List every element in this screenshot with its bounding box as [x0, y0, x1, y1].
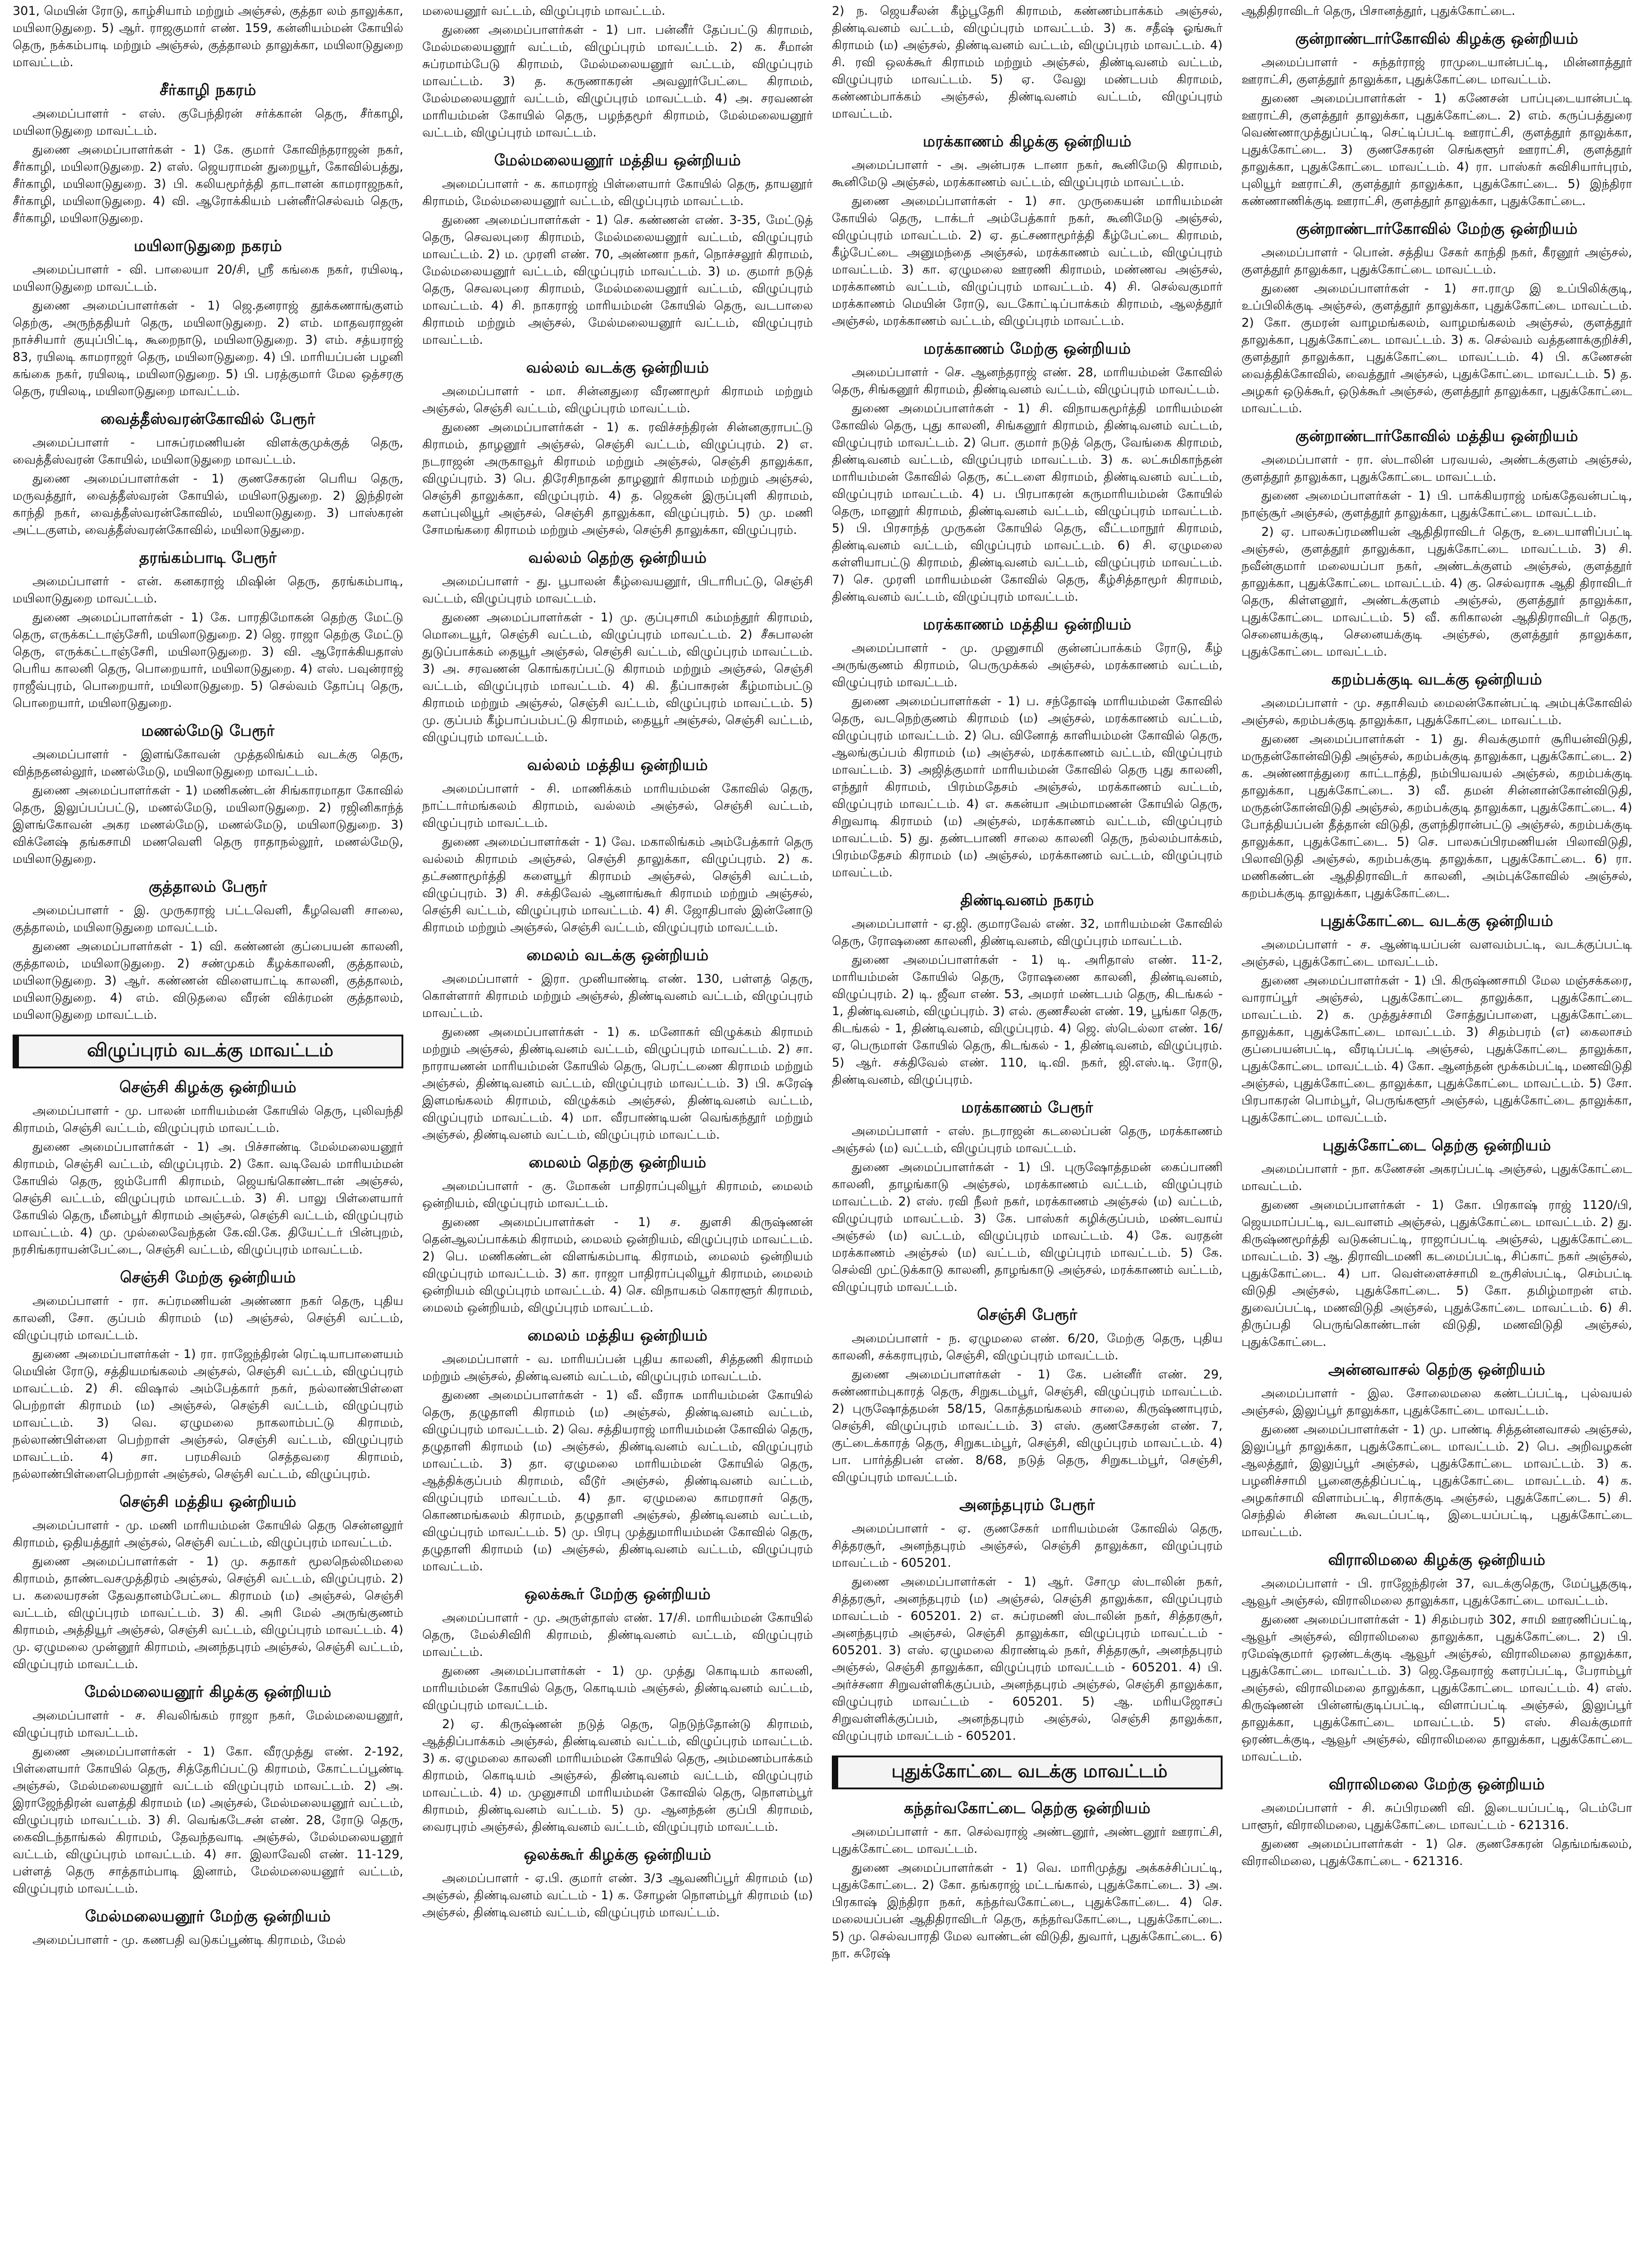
- member-paragraph: துணை அமைப்பாளர்கள் - 1) குணசேகரன் பெரிய தெரு, மருவத்தூர், வைத்தீஸ்வரன் கோயில், மயிலாடுதுறை. 2) இந்திரன் காந்தி நகர், வைத்தீஸ்வரன்கோவில், மயிலாடுதுறை. 3) பாஸ்கரன் அட்டகுளம், வைத்தீஸ்வரன்கோவில், மயிலாடுதுறை.: [13, 472, 403, 537]
- section-heading: குன்றாண்டார்கோவில் மேற்கு ஒன்றியம்: [1296, 220, 1578, 238]
- member-paragraph: துணை அமைப்பாளர்கள் - 1) கோ. பிரகாஷ் ராஜ் 1120/பி, ஜெயமாப்பட்டி, வடவாளம் அஞ்சல், புதுக்கோட்டை மாவட்டம். 2) து. கிருஷ்ணமூர்த்தி வடுகன்பட்டி, ராஜாப்பட்டி அஞ்சல், புதுக்கோட்டை மாவட்டம். 3) ஆ. திராவிடமணி கடமைப்பட்டி, சிப்காட் நகர் அஞ்சல், புதுக்கோட்டை. 4) பா. வெள்ளைச்சாமி உருசிஸ்பட்டி, செம்பட்டி விடுதி அஞ்சல், புதுக்கோட்டை. 5) கோ. தமிழ்மாறன் எம். துவைப்பட்டி, மணவிடுதி அஞ்சல், புதுக்கோட்டை மாவட்டம். 6) சி. திருப்பதி பெருங்கொண்டான் விடுதி, மணவிடுதி அஞ்சல், புதுக்கோட்டை.: [1241, 1198, 1632, 1349]
- section-heading: கந்தர்வகோட்டை தெற்கு ஒன்றியம்: [904, 1799, 1151, 1817]
- section-heading: மேல்மலையனூர் கிழக்கு ஒன்றியம்: [84, 1683, 332, 1701]
- member-paragraph: துணை அமைப்பாளர்கள் - 1) க. மனோகர் விழுக்கம் கிராமம் மற்றும் அஞ்சல், திண்டிவனம் வட்டம், விழுப்புரம் மாவட்டம். 2) சா. நாராயணன் மாரியம்மன் கோயில் தெரு, பெரட்டணை கிராமம் மற்றும் அஞ்சல், திண்டிவனம் வட்டம், விழுப்புரம் மாவட்டம். 3) பி. சுரேஷ் இளமங்கலம் கிராமம், விழுக்கம் அஞ்சல், திண்டிவனம் வட்டம், விழுப்புரம் மாவட்டம். 4) மா. வீரபாண்டியன் வெங்கந்தூர் மற்றும் அஞ்சல், திண்டிவனம் வட்டம், விழுப்புரம் மாவட்டம்.: [422, 1025, 813, 1142]
- section-heading: மரக்காணம் பேரூர்: [961, 1099, 1093, 1117]
- member-paragraph: அமைப்பாளர் - ந. ஏழுமலை எண். 6/20, மேற்கு தெரு, புதிய காலனி, சக்கராபுரம், செஞ்சி, விழுப்புரம் மாவட்டம்.: [832, 1332, 1223, 1363]
- member-paragraph: துணை அமைப்பாளர்கள் - 1) பி. கிருஷ்ணசாமி மேல மஞ்சக்கரை, வாராப்பூர் அஞ்சல், புதுக்கோட்டை தாலுக்கா, புதுக்கோட்டை மாவட்டம். 2) க. முத்துச்சாமி சோத்துப்பாளை, புதுக்கோட்டை தாலுக்கா, புதுக்கோட்டை மாவட்டம். 3) சிதம்பரம் (எ) கைலாசம் குப்பையன்பட்டி, வீரடிப்பட்டி அஞ்சல், புதுக்கோட்டை தாலுக்கா, புதுக்கோட்டை மாவட்டம். 4) கோ. ஆனந்தன் மூக்கம்பட்டி, மணவிடுதி அஞ்சல், புதுக்கோட்டை தாலுக்கா, புதுக்கோட்டை மாவட்டம். 5) சோ. பிரபாகரன் பொம்பூர், பெருங்களூர் அஞ்சல், புதுக்கோட்டை தாலுக்கா, புதுக்கோட்டை மாவட்டம்.: [1241, 974, 1632, 1125]
- district-banner: விழுப்புரம் வடக்கு மாவட்டம்: [13, 1035, 403, 1068]
- member-paragraph: அமைப்பாளர் - து. பூபாலன் கீழ்வையனூர், பிடாரிபட்டு, செஞ்சி வட்டம், விழுப்புரம் மாவட்டம்.: [422, 575, 813, 606]
- member-paragraph: அமைப்பாளர் - நா. கணேசன் அகரப்பட்டி அஞ்சல், புதுக்கோட்டை மாவட்டம்.: [1241, 1162, 1632, 1193]
- member-paragraph: துணை அமைப்பாளர்கள் - 1) அ. பிச்சாண்டி மேல்மலையனூர் கிராமம், செஞ்சி வட்டம், விழுப்புரம். 2) கோ. வடிவேல் மாரியம்மன் கோயில் தெரு, ஜம்போரி கிராமம், ஜெயங்கொண்டான் அஞ்சல், செஞ்சி வட்டம், விழுப்புரம் மாவட்டம். 3) சி. பாலு பிள்ளையார் கோயில் தெரு, மீனம்பூர் கிராமம் அஞ்சல், செஞ்சி வட்டம், விழுப்புரம் மாவட்டம். 4) மு. முல்லைவேந்தன் கே.வி.கே. தியேட்டர் பின்புறம், நரசிங்கராயன்பேட்டை, செஞ்சி வட்டம், விழுப்புரம் மாவட்டம்.: [13, 1140, 403, 1257]
- member-paragraph: அமைப்பாளர் - இரா. முனியாண்டி எண். 130, பள்ளத் தெரு, கொள்ளார் கிராமம் மற்றும் அஞ்சல், திண்டிவனம் வட்டம், விழுப்புரம் மாவட்டம்.: [422, 972, 813, 1020]
- column-1: [6, 3, 410, 2253]
- member-paragraph: அமைப்பாளர் - மு. மணி மாரியம்மன் கோயில் தெரு சென்னலூர் கிராமம், ஒதியத்தூர் அஞ்சல், செஞ்சி வட்டம், விழுப்புரம் மாவட்டம்.: [13, 1519, 403, 1550]
- member-paragraph: துணை அமைப்பாளர்கள் - 1) கோ. வீரமுத்து எண். 2-192, பிள்ளையார் கோயில் தெரு, சித்தேரிப்பட்டு கிராமம், கோட்டப்பூண்டி அஞ்சல், மேல்மலையனூர் வட்டம் விழுப்புரம் மாவட்டம். 2) அ. இராஜேந்திரன் வளத்தி கிராமம் (ம) அஞ்சல், மேல்மலையனூர் வட்டம், விழுப்புரம் மாவட்டம். 3) சி. வெங்கடேசன் எண். 28, ரோடு தெரு, கைவிடந்தாங்கல் கிராமம், தேவந்தவாடி அஞ்சல், மேல்மலையனூர் வட்டம், விழுப்புரம் மாவட்டம். 4) சா. இலாவேலி எண். 11-129, பள்ளத் தெரு சாத்தாம்பாடி இனாம், மேல்மலையனூர் வட்டம், விழுப்புரம் மாவட்டம்.: [13, 1745, 403, 1896]
- member-paragraph: துணை அமைப்பாளர்கள் - 1) சி. விநாயகமூர்த்தி மாரியம்மன் கோவில் தெரு, புது காலனி, சிங்கனூர் கிராமம், திண்டிவனம் வட்டம், விழுப்புரம் மாவட்டம். 2) பொ. குமார் நடுத் தெரு, வேங்கை கிராமம், திண்டிவனம் வட்டம், விழுப்புரம் மாவட்டம். 3) க. லட்சுமிகாந்தன் மாரியம்மன் கோவில் தெரு, கட்டளை கிராமம், திண்டிவனம் வட்டம், விழுப்புரம் மாவட்டம். 4) ப. பிரபாகரன் கருமாரியம்மன் கோயில் தெரு, மானூர் கிராமம், திண்டிவனம் வட்டம், விழுப்புரம் மாவட்டம். 5) பி. பிரசாந்த் முருகன் கோயில் தெரு, வீட்டமாநூர் கிராமம், திண்டிவனம் வட்டம், விழுப்புரம் மாவட்டம். 6) சி. ஏழுமலை கள்ளியாபட்டு கிராமம், திண்டிவனம் வட்டம், விழுப்புரம் மாவட்டம். 7) செ. முரளி மாரியம்மன் கோவில் தெரு, கீழ்சித்தாமூர் கிராமம், திண்டிவனம் வட்டம், விழுப்புரம் மாவட்டம்.: [832, 401, 1223, 604]
- member-paragraph: அமைப்பாளர் - ரா. ஸ்டாலின் பரவயல், அண்டக்குளம் அஞ்சல், குளத்தூர் தாலுக்கா, புதுக்கோட்டை மாவட்டம்.: [1241, 453, 1632, 484]
- member-paragraph: துணை அமைப்பாளர்கள் - 1) ஆர். சோமு ஸ்டாலின் நகர், சித்தரசூர், அனந்தபுரம் (ம) அஞ்சல், செஞ்சி தாலுக்கா, விழுப்புரம் மாவட்டம் - 605201. 2) எ. சுப்ரமணி ஸ்டாலின் நகர், சித்தரசூர், அனந்தபுரம் அஞ்சல், செஞ்சி தாலுக்கா, விழுப்புரம் மாவட்டம் - 605201. 3) எஸ். ஏழுமலை கிராண்டில் நகர், சித்தரசூர், அனந்தபுரம் அஞ்சல், செஞ்சி தாலுக்கா, விழுப்புரம் மாவட்டம் - 605201. 4) பி. அர்ச்சனா சிறுவள்ளிக்குப்பம், அனந்தபுரம் அஞ்சல், செஞ்சி தாலுக்கா, விழுப்புரம் மாவட்டம் - 605201. 5) ஆ. மரியஜோசப் சிறுவள்ளிக்குப்பம், அனந்தபுரம் அஞ்சல், செஞ்சி தாலுக்கா, விழுப்புரம் மாவட்டம் - 605201.: [832, 1575, 1223, 1743]
- section-heading: கறம்பக்குடி வடக்கு ஒன்றியம்: [1331, 670, 1542, 689]
- member-paragraph: துணை அமைப்பாளர்கள் - 1) வே. மகாலிங்கம் அம்பேத்கார் தெரு வல்லம் கிராமம் அஞ்சல், செஞ்சி தாலுக்கா, விழுப்புரம். 2) க. தட்சணாமூர்த்தி களையூர் கிராமம் அஞ்சல், செஞ்சி வட்டம், விழுப்புரம். 3) சி. சக்திவேல் ஆனாங்கூர் கிராமம் மற்றும் அஞ்சல், செஞ்சி வட்டம், விழுப்புரம் மாவட்டம். 4) சி. ஜோதிபாஸ் இன்னோடு கிராமம் மற்றும் அஞ்சல், செஞ்சி வட்டம், விழுப்புரம் மாவட்டம்.: [422, 835, 813, 935]
- column-3: [826, 3, 1229, 2253]
- section-heading: செஞ்சி பேரூர்: [977, 1306, 1077, 1324]
- member-paragraph: அமைப்பாளர் - மு. முனுசாமி குன்னப்பாக்கம் ரோடு, கீழ் அருங்குணம் கிராமம், பெருமுக்கல் அஞ்சல், மரக்காணம் வட்டம், விழுப்புரம் மாவட்டம்.: [832, 641, 1223, 689]
- member-paragraph: துணை அமைப்பாளர்கள் - 1) செ. கண்ணன் எண். 3-35, மேட்டுத் தெரு, செவலபுரை கிராமம், மேல்மலையனூர் வட்டம், விழுப்புரம் மாவட்டம். 2) ம. முரளி எண். 70, அண்ணா நகர், நொச்சலூர் கிராமம், மேல்மலையனூர் வட்டம், விழுப்புரம் மாவட்டம். 3) ம. குமார் நடுத் தெரு, செவலபுரை கிராமம், மேல்மலையனூர் வட்டம், விழுப்புரம் மாவட்டம். 4) சி. நாகராஜ் மாரியம்மன் கோயில் தெரு, வடபாலை கிராமம் மற்றும் அஞ்சல், மேல்மலையனூர் வட்டம், விழுப்புரம் மாவட்டம்.: [422, 213, 813, 347]
- member-paragraph: அமைப்பாளர் - வி. பாலையா 20/சி, ஸ்ரீ கங்கை நகர், ரயிலடி, மயிலாடுதுறை மாவட்டம்.: [13, 263, 403, 294]
- section-heading: விராலிமலை மேற்கு ஒன்றியம்: [1328, 1775, 1545, 1793]
- section-heading: மைலம் வடக்கு ஒன்றியம்: [526, 946, 709, 964]
- member-paragraph: அமைப்பாளர் - ரா. சுப்ரமணியன் அண்ணா நகர் தெரு, புதிய காலனி, சோ. குப்பம் கிராமம் (ம) அஞ்சல், செஞ்சி வட்டம், விழுப்புரம் மாவட்டம்.: [13, 1294, 403, 1342]
- member-paragraph: துணை அமைப்பாளர்கள் - 1) கே. குமார் கோவிந்தராஜன் நகர், சீர்காழி, மயிலாடுதுறை. 2) எஸ். ஜெயராமன் துறையூர், கோவில்பத்து, சீர்காழி, மயிலாடுதுறை. 3) பி. கலியமூர்த்தி தாடாளன் காமராஜநகர், சீர்காழி, மயிலாடுதுறை. 4) வி. ஆரோக்கியம் பன்னீர்செல்வம் தெரு, சீர்காழி, மயிலாடுதுறை.: [13, 143, 403, 225]
- section-heading: மரக்காணம் கிழக்கு ஒன்றியம்: [922, 132, 1132, 151]
- section-heading: குன்றாண்டார்கோவில் மத்திய ஒன்றியம்: [1295, 427, 1579, 445]
- section-heading: விராலிமலை கிழக்கு ஒன்றியம்: [1328, 1551, 1546, 1569]
- member-paragraph: மலையனூர் வட்டம், விழுப்புரம் மாவட்டம்.: [422, 4, 666, 18]
- section-heading: மணல்மேடு பேரூர்: [141, 722, 275, 740]
- member-paragraph: அமைப்பாளர் - இ. முருகராஜ் பட்டவெளி, கீழவெளி சாலை, குத்தாலம், மயிலாடுதுறை மாவட்டம்.: [13, 903, 403, 935]
- member-paragraph: துணை அமைப்பாளர்கள் - 1) மணிகண்டன் சிங்காரமாதா கோவில் தெரு, இலுப்பப்பட்டு, மணல்மேடு, மயிலாடுதுறை. 2) ரஜினிகாந்த் இளங்கோவன் அகர மணல்மேடு, மணல்மேடு, மயிலாடுதுறை. 3) விக்னேஷ் தங்கசாமி மணவெளி தெரு ராதாநல்லூர், மணல்மேடு, மயிலாடுதுறை.: [13, 784, 403, 866]
- member-paragraph: அமைப்பாளர் - பி. ராஜேந்திரன் 37, வடக்குதெரு, மேப்பூதகுடி, ஆவூர் அஞ்சல், விராலிமலை தாலுக்கா, புதுக்கோட்டை மாவட்டம்.: [1241, 1577, 1632, 1608]
- member-paragraph: துணை அமைப்பாளர்கள் - 1) பி. புருஷோத்தமன் கைப்பாணி காலனி, தாழங்காடு அஞ்சல், மரக்காணம் வட்டம், விழுப்புரம் மாவட்டம். 2) எஸ். ரவி நீலர் நகர், மரக்காணம் அஞ்சல் (ம) வட்டம், விழுப்புரம் மாவட்டம். 3) கே. பாஸ்கர் கழிக்குப்பம், மண்டவாய் அஞ்சல் (ம) வட்டம், விழுப்புரம் மாவட்டம். 4) கே. வரதன் மரக்காணம் அஞ்சல் (ம) வட்டம், விழுப்புரம் மாவட்டம். 5) கே. செல்வி முட்டுக்காடு காலனி, தாழங்காடு அஞ்சல், மரக்காணம் வட்டம், விழுப்புரம் மாவட்டம்.: [832, 1160, 1223, 1294]
- member-paragraph: துணை அமைப்பாளர்கள் - 1) மு. குப்புசாமி கம்மந்தூர் கிராமம், மொடையூர், செஞ்சி வட்டம், விழுப்புரம் மாவட்டம். 2) சீசுபாலன் துடுப்பாக்கம் தையூர் அஞ்சல், செஞ்சி வட்டம், விழுப்புரம் மாவட்டம். 3) அ. சரவணன் கொங்கரப்பட்டு கிராமம் மற்றும் அஞ்சல், செஞ்சி வட்டம், விழுப்புரம் மாவட்டம். 4) கி. தீப்பாசுரன் கீழ்மாம்பட்டு கிராமம் மற்றும் அஞ்சல், செஞ்சி வட்டம், விழுப்புரம் மாவட்டம். 5) மு. குப்பம் கீழ்பாப்பம்பட்டு கிராமம், தையூர் அஞ்சல், செஞ்சி வட்டம், விழுப்புரம் மாவட்டம்.: [422, 611, 813, 744]
- district-banner: புதுக்கோட்டை வடக்கு மாவட்டம்: [832, 1756, 1223, 1789]
- member-paragraph: ஆதிதிராவிடர் தெரு, பிசானத்தூர், புதுக்கோட்டை.: [1241, 4, 1515, 18]
- section-heading: வைத்தீஸ்வரன்கோவில் பேரூர்: [100, 410, 316, 428]
- section-heading: மைலம் தெற்கு ஒன்றியம்: [529, 1154, 707, 1172]
- section-heading: மயிலாடுதுறை நகரம்: [133, 237, 283, 255]
- member-paragraph: அமைப்பாளர் - என். கனகராஜ் மிஷின் தெரு, தரங்கம்பாடி, மயிலாடுதுறை மாவட்டம்.: [13, 575, 403, 606]
- section-heading: ஒலக்கூர் கிழக்கு ஒன்றியம்: [524, 1846, 712, 1864]
- member-paragraph: அமைப்பாளர் - ச. ஆண்டியப்பன் வளவம்பட்டி, வடக்குப்பட்டி அஞ்சல், புதுக்கோட்டை மாவட்டம்.: [1241, 938, 1632, 969]
- section-heading: குத்தாலம் பேரூர்: [148, 878, 268, 896]
- member-paragraph: அமைப்பாளர் - சுந்தர்ராஜ் ராமுடையான்பட்டி, மின்னாத்தூர் ஊராட்சி, குளத்தூர் தாலுக்கா, புதுக்கோட்டை மாவட்டம்.: [1241, 55, 1632, 87]
- member-paragraph: துணை அமைப்பாளர்கள் - 1) பா. பன்னீர் தேப்பட்டு கிராமம், மேல்மலையனூர் வட்டம், விழுப்புரம் மாவட்டம். 2) க. சீமான் சுப்ரமாம்பேடு கிராமம், மேல்மலையனூர் வட்டம், விழுப்புரம் மாவட்டம். 3) த. கருணாகரன் அவலூர்பேட்டை கிராமம், மேல்மலையனூர் வட்டம், விழுப்புரம் மாவட்டம். 4) அ. சரவணன் மாரியம்மன் கோயில் தெரு, பழந்தமூர் கிராமம், மேல்மலையனூர் வட்டம், விழுப்புரம் மாவட்டம்.: [422, 23, 813, 140]
- member-paragraph: துணை அமைப்பாளர்கள் - 1) ஜெ.தனராஜ் தூக்கணாங்குளம் தெற்கு, அருந்ததியர் தெரு, மயிலாடுதுறை. 2) எம். மாதவராஜன் நாச்சியார் குயுப்பிட்டி, கூறைநாடு, மயிலாடுதுறை. 3) எம். சத்யராஜ் 83, ரயிலடி காமராஜர் தெரு, மயிலாடுதுறை. 4) பி. மாரியப்பன் பழனி கங்கை நகர், ரயிலடி, மயிலாடுதுறை. 5) பி. பரத்குமார் மேல ஒத்சரகு தெரு, ரயிலடி, மயிலாடுதுறை மாவட்டம்.: [13, 299, 403, 398]
- section-heading: தரங்கம்பாடி பேரூர்: [139, 549, 277, 567]
- member-paragraph: அமைப்பாளர் - எஸ். நடராஜன் கடலைப்பன் தெரு, மரக்காணம் அஞ்சல் (ம) வட்டம், விழுப்புரம் மாவட்டம்.: [832, 1124, 1223, 1155]
- member-paragraph: 301, மெயின் ரோடு, காழ்சியாம் மற்றும் அஞ்சல், குத்தா லம் தாலுக்கா, மயிலாடுதுறை. 5) ஆர். ராஜகுமார் எண். 159, கன்னியம்மன் கோயில் தெரு, நக்கம்பாடி மற்றும் அஞ்சல், குத்தாலம் தாலுக்கா, மயிலாடுதுறை மாவட்டம்.: [13, 4, 403, 69]
- member-paragraph: துணை அமைப்பாளர்கள் - 1) செ. குணசேகரன் தெங்மங்கலம், விராலிமலை, புதுக்கோட்டை - 621316.: [1241, 1837, 1632, 1868]
- section-heading: புதுக்கோட்டை வடக்கு ஒன்றியம்: [1320, 912, 1554, 930]
- member-paragraph: அமைப்பாளர் - மு. சதாசிவம் மைலன்கோன்பட்டி அம்புக்கோவில் அஞ்சல், கறம்பக்குடி தாலுக்கா, புதுக்கோட்டை மாவட்டம்.: [1241, 696, 1632, 727]
- member-paragraph: அமைப்பாளர் - மா. சின்னதுரை வீரணாமூர் கிராமம் மற்றும் அஞ்சல், செஞ்சி வட்டம், விழுப்புரம் மாவட்டம்.: [422, 384, 813, 415]
- member-paragraph: துணை அமைப்பாளர்கள் - 1) வி. கண்ணன் குப்பையன் காலனி, குத்தாலம், மயிலாடுதுறை. 2) சண்முகம் கீழக்காலனி, குத்தாலம், மயிலாடுதுறை. 3) ஆர். கண்ணன் விளையாட்டி காலனி, குத்தாலம், மயிலாடுதுறை. 4) எம். விடுதலை வீரன் விக்ரமன் குத்தாலம், மயிலாடுதுறை மாவட்டம்.: [13, 940, 403, 1022]
- member-paragraph: துணை அமைப்பாளர்கள் - 1) க. ரவிச்சந்திரன் சின்னகுராபட்டு கிராமம், தாழனூர் அஞ்சல், செஞ்சி வட்டம், விழுப்புரம். 2) எ. நடராஜன் அருகாவூர் கிராமம் மற்றும் அஞ்சல், செஞ்சி தாலுக்கா, விழுப்புரம். 3) பெ. திரேசிநாதன் தாழனூர் கிராமம் மற்றும் அஞ்சல், செஞ்சி தாலுக்கா, விழுப்புரம். 4) த. ஜெகன் இருப்புளி கிராமம், களப்புலியூர் அஞ்சல், செஞ்சி தாலுக்கா, விழுப்புரம். 5) மு. மணி சோமங்கரை கிராமம் மற்றும் அஞ்சல், செஞ்சி தாலுக்கா, விழுப்புரம்.: [422, 420, 813, 537]
- member-paragraph: துணை அமைப்பாளர்கள் - 1) கணேசன் பாப்புடையான்பட்டி ஊராட்சி, குளத்தூர் தாலுக்கா, புதுக்கோட்டை. 2) எம். கருப்பத்துரை வெண்ணாமுத்துப்பட்டி, செட்டிப்பட்டி ஊராட்சி, குளத்தூர் தாலுக்கா, புதுக்கோட்டை. 3) குணசேகரன் செங்களூர் ஊராட்சி, குளத்தூர் தாலுக்கா, புதுக்கோட்டை மாவட்டம். 4) ரா. பாஸ்கர் சுவிசியார்புரம், புலியூர் ஊராட்சி, குளத்தூர் தாலுக்கா, புதுக்கோட்டை. 5) இந்திரா கண்ணாணிக்குடி ஊராட்சி, குளத்தூர் தாலுக்கா, புதுக்கோட்டை.: [1241, 91, 1632, 208]
- section-heading: வல்லம் மத்திய ஒன்றியம்: [527, 756, 708, 774]
- section-heading: அனந்தபுரம் பேரூர்: [959, 1496, 1095, 1514]
- section-heading: அன்னவாசல் தெற்கு ஒன்றியம்: [1328, 1361, 1546, 1379]
- section-heading: புதுக்கோட்டை தெற்கு ஒன்றியம்: [1322, 1136, 1552, 1154]
- member-paragraph: துணை அமைப்பாளர்கள் - 1) ரா. ராஜேந்திரன் ரெட்டியாபாளையம் மெயின் ரோடு, சத்தியமங்கலம் அஞ்சல், செஞ்சி வட்டம், விழுப்புரம் மாவட்டம். 2) சி. விஷால் அம்பேத்கார் நகர், நல்லாண்பிள்ளை பெற்றாள் கிராமம் (ம) அஞ்சல், செஞ்சி வட்டம், விழுப்புரம் மாவட்டம். 3) வெ. ஏழுமலை நாகலாம்பட்டு கிராமம், நல்லாண்பிள்ளை பெற்றாள் அஞ்சல், செஞ்சி வட்டம், விழுப்புரம் மாவட்டம். 4) சா. பரமசிவம் செத்தவரை கிராமம், நல்லாண்பிள்ளைபெற்றாள் அஞ்சல், செஞ்சி வட்டம், விழுப்புரம்.: [13, 1347, 403, 1481]
- member-paragraph: துணை அமைப்பாளர்கள் - 1) சிதம்பரம் 302, சாமி ஊரணிப்பட்டி, ஆவூர் அஞ்சல், விராலிமலை தாலுக்கா, புதுக்கோட்டை. 2) பி. ரமேஷ்குமார் ஒரண்டக்குடி ஆவூர் அஞ்சல், விராலிமலை தாலுக்கா, புதுக்கோட்டை மாவட்டம். 3) ஜெ.தேவராஜ் களரப்பட்டி, பேராம்பூர் அஞ்சல், விராலிமலை தாலுக்கா, புதுக்கோட்டை மாவட்டம். 4) எஸ். கிருஷ்ணன் பின்னங்குடிப்பட்டி, விளாப்பட்டி அஞ்சல், இலுப்பூர் தாலுக்கா, புதுக்கோட்டை மாவட்டம். 5) எஸ். சிவக்குமார் ஒரண்டக்குடி, ஆவூர் அஞ்சல், விராலிமலை தாலுக்கா, புதுக்கோட்டை மாவட்டம்.: [1241, 1613, 1632, 1764]
- member-paragraph: துணை அமைப்பாளர்கள் - 1) கே. பாரதிமோகன் தெற்கு மேட்டு தெரு, எருக்கட்டாஞ்சேரி, மயிலாடுதுறை. 2) ஜெ. ராஜா தெற்கு மேட்டு தெரு, எருக்கட்டாஞ்சேரி, மயிலாடுதுறை. 3) வி. ஆரோக்கியதாஸ் பெரிய காலனி தெரு, பொறையார், மயிலாடுதுறை. 4) எஸ். பவுன்ராஜ் ராஜீவ்புரம், பொறையார், மயிலாடுதுறை. 5) செல்வம் தோப்பு தெரு, பொறையார், மயிலாடுதுறை.: [13, 611, 403, 710]
- section-heading: மரக்காணம் மேற்கு ஒன்றியம்: [923, 340, 1131, 358]
- section-heading: சீர்காழி நகரம்: [160, 81, 256, 99]
- member-paragraph: துணை அமைப்பாளர்கள் - 1) ச. துளசி கிருஷ்ணன் தென்ஆலப்பாக்கம் கிராமம், மைலம் ஒன்றியம், விழுப்புரம் மாவட்டம். 2) பெ. மணிகண்டன் விளங்கம்பாடி கிராமம், மைலம் ஒன்றியம் விழுப்புரம் மாவட்டம். 3) கா. ராஜா பாதிராப்புலியூர் கிராமம், மைலம் ஒன்றியம் விழுப்புரம் மாவட்டம். 4) செ. விநாயகம் கொரளூர் கிராமம், மைலம் ஒன்றியம், விழுப்புரம் மாவட்டம்.: [422, 1215, 813, 1315]
- member-paragraph: 2) ந. ஜெயசீலன் கீழ்பூதேரி கிராமம், கண்ணம்பாக்கம் அஞ்சல், திண்டிவனம் வட்டம், விழுப்புரம் மாவட்டம். 3) க. சதீஷ் ஓங்கூர் கிராமம் (ம) அஞ்சல், திண்டிவனம் வட்டம், விழுப்புரம் மாவட்டம். 4) சி. ரவி ஒலக்கூர் கிராமம் மற்றும் அஞ்சல், திண்டிவனம் வட்டம், விழுப்புரம் மாவட்டம். 5) ஏ. வேலு மண்டபம் கிராமம், கண்ணம்பாக்கம் அஞ்சல், திண்டிவனம் வட்டம், விழுப்புரம் மாவட்டம்.: [832, 4, 1223, 121]
- column-4: [1235, 3, 1638, 2253]
- member-paragraph: அமைப்பாளர் - மு. கணபதி வடுகப்பூண்டி கிராமம், மேல்: [32, 1933, 346, 1947]
- section-heading: வல்லம் வடக்கு ஒன்றியம்: [526, 359, 709, 377]
- member-paragraph: அமைப்பாளர் - ஏ.பி. குமார் எண். 3/3 ஆவணிப்பூர் கிராமம் (ம) அஞ்சல், திண்டிவனம் வட்டம் - 1) க. சோழன் நொளம்பூர் கிராமம் (ம) அஞ்சல், திண்டிவனம் வட்டம், விழுப்புரம் மாவட்டம்.: [422, 1871, 813, 1920]
- member-paragraph: அமைப்பாளர் - பாசுப்ரமணியன் விளக்குமுக்குத் தெரு, வைத்தீஸ்வரன் கோயில், மயிலாடுதுறை மாவட்டம்.: [13, 436, 403, 467]
- member-paragraph: அமைப்பாளர் - ஏ. குணசேகர் மாரியம்மன் கோவில் தெரு, சித்தரசூர், அனந்தபுரம் அஞ்சல், செஞ்சி தாலுக்கா, விழுப்புரம் மாவட்டம் - 605201.: [832, 1522, 1223, 1570]
- member-paragraph: துணை அமைப்பாளர்கள் - 1) மு. சுதாகர் மூலநெல்லிமலை கிராமம், தாண்டவசமுத்திரம் அஞ்சல், செஞ்சி வட்டம், விழுப்புரம். 2) ப. கலையரசன் தேவதானம்பேட்டை கிராமம் (ம) அஞ்சல், செஞ்சி வட்டம், விழுப்புரம் மாவட்டம். 3) கி. அரி மேல் அருங்குணம் கிராமம், அத்தியூர் அஞ்சல், செஞ்சி வட்டம், விழுப்புரம் மாவட்டம். 4) மு. ஏழுமலை முன்னூர் கிராமம், அனந்தபுரம் அஞ்சல், செஞ்சி வட்டம், விழுப்புரம் மாவட்டம்.: [13, 1555, 403, 1671]
- member-paragraph: அமைப்பாளர் - ச. சிவலிங்கம் ராஜா நகர், மேல்மலையனூர், விழுப்புரம் மாவட்டம்.: [13, 1709, 403, 1740]
- section-heading: ஒலக்கூர் மேற்கு ஒன்றியம்: [524, 1585, 711, 1603]
- section-heading: மேல்மலையனூர் மேற்கு ஒன்றியம்: [85, 1907, 331, 1925]
- member-paragraph: அமைப்பாளர் - அ. அன்பரசு டானா நகர், கூனிமேடு கிராமம், கூனிமேடு அஞ்சல், மரக்காணம் வட்டம், விழுப்புரம் மாவட்டம்.: [832, 158, 1223, 189]
- member-paragraph: 2) ஏ. கிருஷ்ணன் நடுத் தெரு, நெடுந்தோன்டு கிராமம், ஆத்திப்பாக்கம் அஞ்சல், திண்டிவனம் வட்டம், விழுப்புரம் மாவட்டம். 3) க. ஏழுமலை காலனி மாரியம்மன் கோயில் தெரு, அம்மணம்பாக்கம் கிராமம், கொடியம் அஞ்சல், திண்டிவனம் வட்டம், விழுப்புரம் மாவட்டம். 4) ம. முனுசாமி மாரியம்மன் கோவில் தெரு, நொளம்பூர் கிராமம், திண்டிவனம் வட்டம். 5) மு. ஆனந்தன் குப்பி கிராமம், வைரபுரம் அஞ்சல், திண்டிவனம் வட்டம், விழுப்புரம் மாவட்டம்.: [422, 1717, 813, 1834]
- member-paragraph: அமைப்பாளர் - ஏ.ஜி. குமாரவேல் எண். 32, மாரியம்மன் கோவில் தெரு, ரோஷணை காலனி, திண்டிவனம், விழுப்புரம் மாவட்டம்.: [832, 917, 1223, 948]
- member-paragraph: துணை அமைப்பாளர்கள் - 1) வெ. மாரிமுத்து அக்கச்சிப்பட்டி, புதுக்கோட்டை. 2) கோ. தங்கராஜ் மட்டங்கால், புதுக்கோட்டை. 3) அ. பிரகாஷ் இந்திரா நகர், கந்தர்வகோட்டை, புதுக்கோட்டை. 4) செ. மலையப்பன் ஆதிதிராவிடர் தெரு, கந்தர்வகோட்டை, புதுக்கோட்டை. 5) மு. செல்வபாரதி மேல வாண்டன் விடுதி, துவார், புதுக்கோட்டை. 6) நா. சுரேஷ்: [832, 1861, 1223, 1961]
- member-paragraph: அமைப்பாளர் - வ. மாரியப்பன் புதிய காலனி, சித்தணி கிராமம் மற்றும் அஞ்சல், திண்டிவனம் வட்டம், விழுப்புரம் மாவட்டம்.: [422, 1352, 813, 1383]
- section-heading: செஞ்சி மேற்கு ஒன்றியம்: [120, 1268, 296, 1286]
- member-paragraph: அமைப்பாளர் - இளங்கோவன் முத்தலிங்கம் வடக்கு தெரு, வித்நதனல்லூர், மணல்மேடு, மயிலாடுதுறை மாவட்டம்.: [13, 748, 403, 779]
- member-paragraph: அமைப்பாளர் - எஸ். குபேந்திரன் சர்க்கான் தெரு, சீர்காழி, மயிலாடுதுறை மாவட்டம்.: [13, 107, 403, 138]
- member-paragraph: துணை அமைப்பாளர்கள் - 1) டி. அரிதாஸ் எண். 11-2, மாரியம்மன் கோயில் தெரு, ரோஷணை காலனி, திண்டிவனம், விழுப்புரம். 2) டி. ஜீவா எண். 53, அமரர் மண்டபம் தெரு, கிடங்கல் - 1, திண்டிவனம், விழுப்புரம். 3) எல். குணசீலன் எண். 19, பூங்கா தெரு, கிடங்கல் - 1, திண்டிவனம், விழுப்புரம். 4) ஜெ. ஸ்டெல்லா எண். 16/ஏ, பெருமாள் கோயில் தெரு, கிடங்கல் - 1, திண்டிவனம், விழுப்புரம். 5) ஆர். சக்திவேல் எண். 110, டி.வி. நகர், ஜி.எஸ்.டி. ரோடு, திண்டிவனம், விழுப்புரம்.: [832, 953, 1223, 1087]
- member-paragraph: துணை அமைப்பாளர்கள் - 1) வீ. வீராசு மாரியம்மன் கோயில் தெரு, தழுதாளி கிராமம் (ம) அஞ்சல், திண்டிவனம் வட்டம், விழுப்புரம் மாவட்டம். 2) வெ. சத்தியராஜ் மாரியம்மன் கோவில் தெரு, தழுதாளி கிராமம் (ம) அஞ்சல், திண்டிவனம் வட்டம், விழுப்புரம் மாவட்டம். 3) தா. ஏழுமலை மாரியம்மன் கோயில் தெரு, ஆத்திக்குப்பம் கிராமம், வீடூர் அஞ்சல், திண்டிவனம் வட்டம், விழுப்புரம் மாவட்டம். 4) தா. ஏழுமலை காமராசர் தெரு, கொணமங்கலம் கிராமம், தழுதாளி அஞ்சல், திண்டிவனம் வட்டம், விழுப்புரம் மாவட்டம். 5) மு. பிரபு முத்துமாரியம்மன் கோவில் தெரு, தழுதாளி கிராமம் (ம) அஞ்சல், திண்டிவனம் வட்டம், விழுப்புரம் மாவட்டம்.: [422, 1388, 813, 1573]
- section-heading: திண்டிவனம் நகரம்: [960, 891, 1094, 909]
- section-heading: மைலம் மத்திய ஒன்றியம்: [527, 1327, 708, 1345]
- member-paragraph: துணை அமைப்பாளர்கள் - 1) மு. முத்து கொடியம் காலனி, மாரியம்மன் கோயில் தெரு, கொடியம் அஞ்சல், திண்டிவனம் வட்டம், விழுப்புரம் மாவட்டம்.: [422, 1664, 813, 1712]
- section-heading: வல்லம் தெற்கு ஒன்றியம்: [528, 549, 707, 567]
- member-paragraph: அமைப்பாளர் - பொன். சத்திய சேகர் காந்தி நகர், கீரனூர் அஞ்சல், குளத்தூர் தாலுக்கா, புதுக்கோட்டை மாவட்டம்.: [1241, 246, 1632, 277]
- section-heading: செஞ்சி மத்திய ஒன்றியம்: [119, 1493, 297, 1511]
- member-paragraph: துணை அமைப்பாளர்கள் - 1) சா. முருகையன் மாரியம்மன் கோயில் தெரு, டாக்டர் அம்பேத்கார் நகர், கூனிமேடு அஞ்சல், விழுப்புரம் மாவட்டம். 2) ஏ. தட்சணாமூர்த்தி கீழ்பேட்டை கிராமம், கீழ்பேட்டை அனுமந்தை அஞ்சல், மரக்காணம் வட்டம், விழுப்புரம் மாவட்டம். 3) கா. ஏழுமலை ஊரணி கிராமம், மண்ணவ அஞ்சல், மரக்காணம் வட்டம், விழுப்புரம் மாவட்டம். 4) சி. செல்வகுமார் மரக்காணம் மெயின் ரோடு, வடகோட்டிப்பாக்கம் கிராமம், ஆலத்தூர் அஞ்சல், மரக்காணம் வட்டம், விழுப்புரம் மாவட்டம்.: [832, 194, 1223, 328]
- column-2: [416, 3, 819, 2253]
- member-paragraph: அமைப்பாளர் - சி. சுப்பிரமணி வி. இடையப்பட்டி, டெம்போ பாளூர், விராலிமலை, புதுக்கோட்டை மாவட்டம் - 621316.: [1241, 1801, 1632, 1832]
- member-paragraph: அமைப்பாளர் - மு. அருள்தாஸ் எண். 17/சி. மாரியம்மன் கோயில் தெரு, மேல்சிவிரி கிராமம், திண்டிவனம் வட்டம், விழுப்புரம் மாவட்டம்.: [422, 1611, 813, 1659]
- member-paragraph: அமைப்பாளர் - கு. மோகன் பாதிராப்புலியூர் கிராமம், மைலம் ஒன்றியம், விழுப்புரம் மாவட்டம்.: [422, 1179, 813, 1210]
- member-paragraph: துணை அமைப்பாளர்கள் - 1) சா.ராமு இ உப்பிலிக்குடி, உப்பிலிக்குடி அஞ்சல், குளத்தூர் தாலுக்கா, புதுக்கோட்டை மாவட்டம். 2) கோ. குமரன் வாழமங்கலம், வாழமங்கலம் அஞ்சல், குளத்தூர் தாலுக்கா, புதுக்கோட்டை மாவட்டம். 3) க. செல்வம் வத்தனாக்குறிச்சி, குளத்தூர் தாலுக்கா, புதுக்கோட்டை மாவட்டம். 4) பி. கணேசன் வைத்திக்கோவில், வைத்தூர் அஞ்சல், புதுக்கோட்டை மாவட்டம். 5) த. அழகர் ஒடுக்கூர், ஒடுக்கூர் அஞ்சல், குளத்தூர் தாலுக்கா, புதுக்கோட்டை மாவட்டம்.: [1241, 282, 1632, 415]
- member-paragraph: அமைப்பாளர் - மு. பாலன் மாரியம்மன் கோயில் தெரு, புலிவந்தி கிராமம், செஞ்சி வட்டம், விழுப்புரம் மாவட்டம்.: [13, 1104, 403, 1135]
- section-heading: குன்றாண்டார்கோவில் கிழக்கு ஒன்றியம்: [1295, 30, 1579, 48]
- section-heading: மரக்காணம் மத்திய ஒன்றியம்: [923, 616, 1132, 634]
- section-heading: செஞ்சி கிழக்கு ஒன்றியம்: [119, 1078, 297, 1096]
- member-paragraph: 2) ஏ. பாலசுப்ரமணியன் ஆதிதிராவிடர் தெரு, உடையாளிப்பட்டி அஞ்சல், குளத்தூர் தாலுக்கா, புதுக்கோட்டை மாவட்டம். 3) சி. நவீன்குமார் மலையப்பா நகர், அண்டக்குளம் அஞ்சல், குளத்தூர் தாலுக்கா, புதுக்கோட்டை மாவட்டம். 4) கு. செல்வராசு ஆதி திராவிடர் தெரு, கிள்ளனூர், அண்டக்குளம் அஞ்சல், குளத்தூர் தாலுக்கா, புதுக்கோட்டை மாவட்டம். 5) வீ. கரிகாலன் ஆதிதிராவிடர் தெரு, செனையக்குடி, செனையக்குடி அஞ்சல், குளத்தூர் தாலுக்கா, புதுக்கோட்டை மாவட்டம்.: [1241, 525, 1632, 659]
- member-paragraph: அமைப்பாளர் - சி. மாணிக்கம் மாரியம்மன் கோவில் தெரு, நாட்டார்மங்கலம் கிராமம், வல்லம் அஞ்சல், செஞ்சி வட்டம், விழுப்புரம் மாவட்டம்.: [422, 782, 813, 830]
- member-paragraph: அமைப்பாளர் - கா. செல்வராஜ் அண்டனூர், அண்டனூர் ஊராட்சி, புதுக்கோட்டை மாவட்டம்.: [832, 1825, 1223, 1856]
- member-paragraph: அமைப்பாளர் - இல. சோலைமலை கண்டப்பட்டி, புல்வயல் அஞ்சல், இலுப்பூர் தாலுக்கா, புதுக்கோட்டை மாவட்டம்.: [1241, 1386, 1632, 1418]
- member-paragraph: துணை அமைப்பாளர்கள் - 1) கே. பன்னீர் எண். 29, சுண்ணாம்புகாரத் தெரு, சிறுகடம்பூர், செஞ்சி, விழுப்புரம் மாவட்டம். 2) புருஷோத்தமன் 58/15, கொத்தமங்கலம் சாலை, கிருஷ்ணாபுரம், செஞ்சி, விழுப்புரம் மாவட்டம். 3) எஸ். குணசேகரன் எண். 7, குட்டைக்காரத் தெரு, சிறுகடம்பூர், செஞ்சி, விழுப்புரம் மாவட்டம். 4) பா. பார்த்திபன் எண். 8/68, நடுத் தெரு, சிறுகடம்பூர், செஞ்சி, விழுப்புரம் மாவட்டம்.: [832, 1368, 1223, 1484]
- member-paragraph: துணை அமைப்பாளர்கள் - 1) து. சிவக்குமார் சூரியன்விடுதி, மருதன்கோன்விடுதி அஞ்சல், கறம்பக்குடி தாலுக்கா, புதுக்கோட்டை. 2) க. அண்ணாத்துரை காட்டாத்தி, நம்பியவயல் அஞ்சல், கறம்பக்குடி தாலுக்கா, புதுக்கோட்டை. 3) வீ. தமன் சின்னான்கோன்விடுதி, மருதன்கோன்விடுதி அஞ்சல், கறம்பக்குடி தாலுக்கா, புதுக்கோட்டை. 4) போத்தியப்பன் தீத்தான் விடுதி, குளந்திரான்பட்டு அஞ்சல், கறம்பக்குடி தாலுக்கா, புதுக்கோட்டை. 5) செ. பாலசுப்பிரமணியன் பிலாவிடுதி, பிலாவிடுதி அஞ்சல், கறம்பக்குடி தாலுக்கா, புதுக்கோட்டை. 6) ரா. மணிகண்டன் ஆதிதிராவிடர் காலனி, அம்புக்கோவில் அஞ்சல், கறம்பக்குடி தாலுக்கா, புதுக்கோட்டை.: [1241, 732, 1632, 900]
- member-paragraph: துணை அமைப்பாளர்கள் - 1) ப. சந்தோஷ் மாரியம்மன் கோவில் தெரு, வடநெற்குணம் கிராமம் (ம) அஞ்சல், மரக்காணம் வட்டம், விழுப்புரம் மாவட்டம். 2) பெ. வினோத் காளியம்மன் கோவில் தெரு, ஆலங்குப்பம் கிராமம் (ம) அஞ்சல், மரக்காணம் வட்டம், விழுப்புரம் மாவட்டம். 3) அஜித்குமார் மாரியம்மன் கோவில் தெரு புது காலனி, எந்தூர் கிராமம், பிரம்மதேசம் அஞ்சல், மரக்காணம் வட்டம், விழுப்புரம் மாவட்டம். 4) எ. சுகன்யா அம்மாமணன் கோயில் தெரு, சிறுவாடி கிராமம் (ம) அஞ்சல், மரக்காணம் வட்டம், விழுப்புரம் மாவட்டம். 5) து. தண்டபாணி சாலை காலனி தெரு, நல்லம்பாக்கம், பிரம்மதேசம் கிராமம் (ம) அஞ்சல், மரக்காணம் வட்டம், விழுப்புரம் மாவட்டம்.: [832, 694, 1223, 880]
- member-paragraph: அமைப்பாளர் - க. காமராஜ் பிள்ளையார் கோயில் தெரு, தாயனூர் கிராமம், மேல்மலையனூர் வட்டம், விழுப்புரம் மாவட்டம்.: [422, 177, 813, 208]
- section-heading: மேல்மலையனூர் மத்திய ஒன்றியம்: [494, 151, 741, 169]
- member-paragraph: துணை அமைப்பாளர்கள் - 1) பி. பாக்கியராஜ் மங்கதேவன்பட்டி, நாஞ்சூர் அஞ்சல், குளத்தூர் தாலுக்கா, புதுக்கோட்டை மாவட்டம்.: [1241, 489, 1632, 520]
- member-paragraph: துணை அமைப்பாளர்கள் - 1) மு. பாண்டி சித்தன்னவாசல் அஞ்சல், இலுப்பூர் தாலுக்கா, புதுக்கோட்டை மாவட்டம். 2) பெ. அறிவழகன் ஆலத்தூர், இலுப்பூர் அஞ்சல், புதுக்கோட்டை மாவட்டம். 3) க. பழனிச்சாமி பூனைகுத்திப்பட்டி, புதுக்கோட்டை மாவட்டம். 4) க. அழகர்சாமி விளாம்பட்டி, சிராக்குடி அஞ்சல், புதுக்கோட்டை. 5) சி. செந்தில் சின்ன கூவடப்பட்டி, இடையப்பட்டி, புதுக்கோட்டை மாவட்டம்.: [1241, 1423, 1632, 1539]
- member-paragraph: அமைப்பாளர் - செ. ஆனந்தராஜ் எண். 28, மாரியம்மன் கோவில் தெரு, சிங்கனூர் கிராமம், திண்டிவனம் வட்டம், விழுப்புரம் மாவட்டம்.: [832, 365, 1223, 397]
